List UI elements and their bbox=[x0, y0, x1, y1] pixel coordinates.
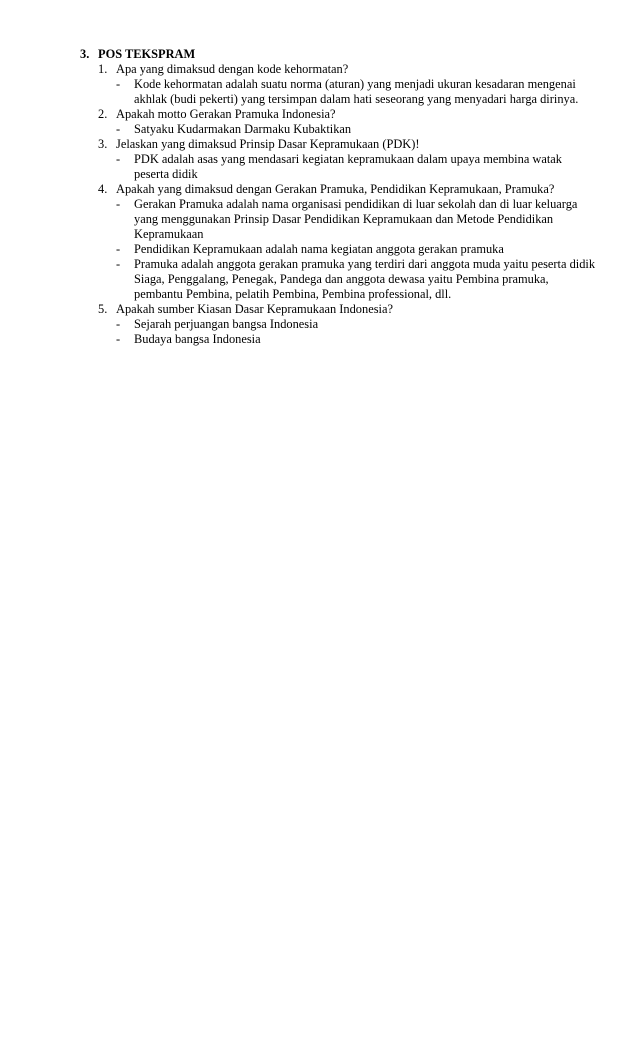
question-text: Apakah yang dimaksud dengan Gerakan Pramuka, Pendidikan Kepramukaan, Pramuka? bbox=[116, 182, 555, 196]
question-text: Apa yang dimaksud dengan kode kehormatan? bbox=[116, 62, 349, 76]
answer-text: Sejarah perjuangan bangsa Indonesia bbox=[134, 317, 319, 331]
question-number: 5. bbox=[98, 302, 108, 316]
answer-text: Pendidikan Kepramukaan adalah nama kegiatan anggota gerakan pramuka bbox=[134, 242, 504, 256]
answer-item bbox=[116, 122, 600, 137]
question-number: 3. bbox=[98, 137, 108, 151]
answer-item bbox=[116, 317, 600, 332]
answer-bullet: - bbox=[116, 332, 121, 346]
answer-bullet: - bbox=[116, 317, 121, 331]
answer-bullet: - bbox=[116, 77, 121, 91]
answer-bullet: - bbox=[116, 122, 121, 136]
question-item bbox=[98, 107, 600, 137]
answer-item bbox=[116, 257, 600, 302]
answer-text: Pramuka adalah anggota gerakan pramuka yang terdiri dari anggota muda yaitu peserta didik Siaga, Penggalang, Penegak, Pandega dan anggota dewasa yaitu Pembina pramuka, pembantu Pembina, pelatih Pembina, Pembina professional, dll. bbox=[134, 257, 596, 301]
answer-item bbox=[116, 332, 600, 347]
answer-item bbox=[116, 242, 600, 257]
answer-bullet: - bbox=[116, 197, 121, 211]
answer-item bbox=[116, 77, 600, 107]
answer-text: Budaya bangsa Indonesia bbox=[134, 332, 261, 346]
question-item bbox=[98, 302, 600, 347]
question-item bbox=[98, 62, 600, 107]
answer-list bbox=[116, 77, 600, 107]
answer-list bbox=[116, 152, 600, 182]
question-item bbox=[98, 137, 600, 182]
question-item bbox=[98, 182, 600, 302]
answer-bullet: - bbox=[116, 257, 121, 271]
answer-list bbox=[116, 122, 600, 137]
question-text: Apakah motto Gerakan Pramuka Indonesia? bbox=[116, 107, 336, 121]
section-pos-tekspram bbox=[80, 47, 600, 347]
question-list bbox=[98, 62, 600, 347]
answer-list bbox=[116, 197, 600, 302]
section-heading bbox=[80, 47, 600, 62]
answer-list bbox=[116, 317, 600, 347]
question-number: 2. bbox=[98, 107, 108, 121]
question-text: Jelaskan yang dimaksud Prinsip Dasar Kepramukaan (PDK)! bbox=[116, 137, 420, 151]
answer-text: Satyaku Kudarmakan Darmaku Kubaktikan bbox=[134, 122, 352, 136]
section-number: 3. bbox=[80, 47, 90, 61]
answer-item bbox=[116, 152, 600, 182]
answer-text: PDK adalah asas yang mendasari kegiatan kepramukaan dalam upaya membina watak peserta didik bbox=[134, 152, 563, 181]
answer-text: Kode kehormatan adalah suatu norma (aturan) yang menjadi ukuran kesadaran mengenai akhlak (budi pekerti) yang tersimpan dalam hati seseorang yang menyadari harga dirinya. bbox=[134, 77, 579, 106]
answer-bullet: - bbox=[116, 242, 121, 256]
question-number: 1. bbox=[98, 62, 108, 76]
section-title: POS TEKSPRAM bbox=[98, 47, 196, 61]
answer-text: Gerakan Pramuka adalah nama organisasi pendidikan di luar sekolah dan di luar keluarga yang menggunakan Prinsip Dasar Pendidikan Kepramukaan dan Metode Pendidikan Kepramukaan bbox=[134, 197, 578, 241]
answer-bullet: - bbox=[116, 152, 121, 166]
question-text: Apakah sumber Kiasan Dasar Kepramukaan Indonesia? bbox=[116, 302, 393, 316]
question-number: 4. bbox=[98, 182, 108, 196]
answer-item bbox=[116, 197, 600, 242]
